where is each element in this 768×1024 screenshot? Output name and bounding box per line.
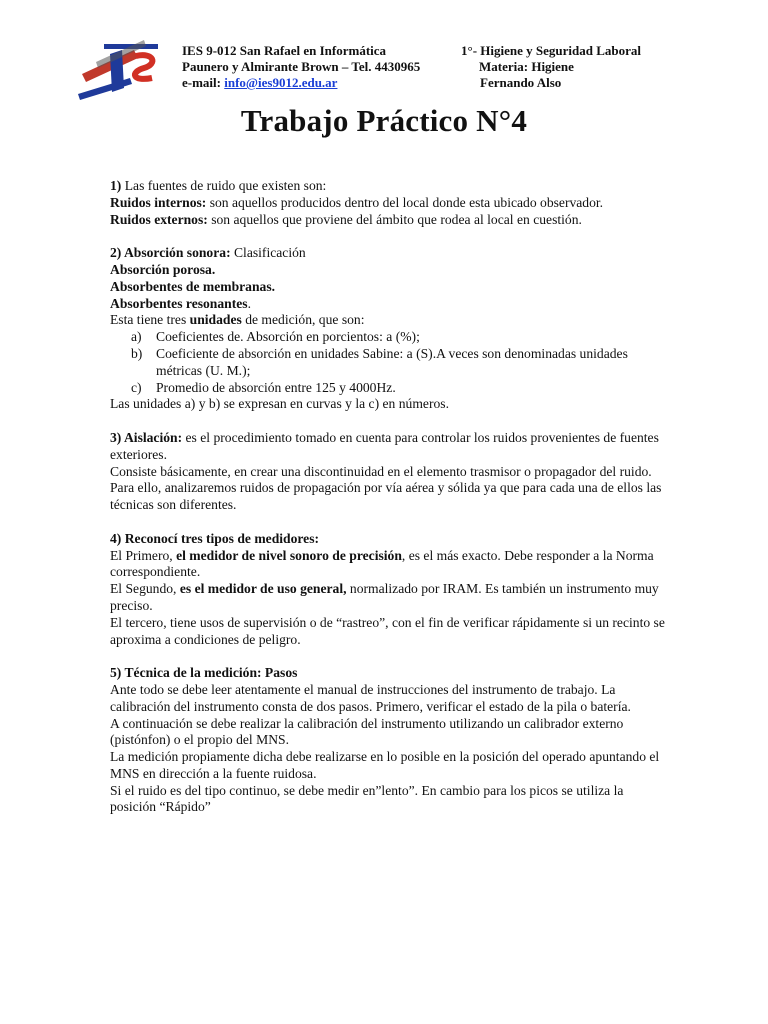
absorption-type-3-text: Absorbentes resonantes (110, 295, 248, 311)
institution-address: Paunero y Almirante Brown – Tel. 4430965 (182, 59, 421, 74)
meter-type-1-pre: El Primero, (110, 547, 177, 563)
meter-type-1-post: , es el más exacto. Debe responder a la Norma correspondiente. (110, 547, 654, 580)
list-item-text: Coeficiente de absorción en unidades Sabine: a (S).A veces son denominadas unidades métricas (U. M.); (156, 345, 628, 378)
section-2-heading (110, 245, 670, 262)
list-item (110, 380, 670, 397)
section-5-paragraph-3: La medición propiamente dicha debe realizarse en lo posible en la posición del operado apuntando el MNS en dirección a la fuente ruidosa. (110, 749, 660, 781)
units-intro (110, 312, 670, 329)
section-2-heading-label: 2) Absorción sonora: (110, 245, 231, 261)
subject-name: Materia: Higiene (479, 59, 574, 74)
meter-type-2 (110, 581, 670, 615)
external-noise-definition (110, 212, 670, 229)
section-5-paragraph-4: Si el ruido es del tipo continuo, se debe medir en”lento”. En cambio para los picos se utiliza la posición “Rápido” (110, 782, 624, 815)
meter-type-1-bold: el medidor de nivel sonoro de precisión (176, 547, 402, 563)
institution-name: IES 9-012 San Rafael en Informática (182, 43, 387, 58)
section-3-text: es el procedimiento tomado en cuenta para controlar los ruidos provenientes de fuentes exteriores. (110, 429, 659, 462)
section-1-intro (110, 178, 670, 195)
units-intro-bold: unidades (189, 312, 242, 328)
units-closing: Las unidades a) y b) se expresan en curvas y la c) en números. (110, 396, 449, 412)
section-5-heading (110, 665, 670, 682)
meter-type-2-post: normalizado por IRAM. Es también un instrumento muy preciso. (110, 581, 659, 613)
meter-type-3: El tercero, tiene usos de supervisión o de “rastreo”, con el fin de verificar rápidamente si un recinto se aproxima a condiciones de peligro. (110, 614, 665, 647)
absorption-type-1 (110, 262, 670, 279)
internal-noise-label: Ruidos internos: (110, 194, 207, 210)
absorption-type-2 (110, 279, 670, 296)
units-list (110, 329, 670, 396)
list-item-text: Coeficientes de. Absorción en porcientos: a (%); (156, 329, 420, 345)
meter-type-2-bold: es el medidor de uso general, (179, 581, 347, 597)
section-1 (110, 178, 670, 228)
section-5 (110, 665, 670, 816)
document-body (110, 178, 670, 816)
internal-noise-definition (110, 195, 670, 212)
section-5-paragraph-1: Ante todo se debe leer atentamente el manual de instrucciones del instrumento de trabajo. La calibración del instrumento consta de dos pasos. Primero, verificar el estado de la pila o batería. (110, 681, 631, 714)
header-institution-block (182, 43, 472, 91)
student-name: Fernando Also (480, 75, 562, 90)
institution-logo (74, 38, 164, 100)
section-3-heading: 3) Aislación: (110, 429, 183, 445)
section-2-heading-rest: Clasificación (230, 245, 306, 261)
section-4-heading-text: 4) Reconocí tres tipos de medidores: (110, 530, 320, 546)
email-prefix: e-mail: (182, 75, 225, 90)
email-link[interactable]: info@ies9012.edu.ar (224, 75, 338, 90)
list-item-marker: c) (131, 379, 142, 395)
meter-type-2-pre: El Segundo, (110, 581, 180, 597)
absorption-type-1-text: Absorción porosa. (110, 261, 216, 277)
list-item (110, 329, 670, 346)
section-3-definition (110, 430, 670, 464)
section-1-intro-text: Las fuentes de ruido que existen son: (121, 178, 327, 193)
course-name: 1°- Higiene y Seguridad Laboral (461, 43, 641, 58)
list-item-marker: a) (131, 329, 142, 345)
meter-type-1 (110, 548, 670, 582)
section-2 (110, 245, 670, 413)
absorption-type-2-text: Absorbentes de membranas. (110, 278, 276, 294)
list-item-marker: b) (131, 345, 143, 361)
list-item (110, 346, 670, 380)
section-1-number: 1) (110, 178, 122, 193)
section-5-heading-text: 5) Técnica de la medición: Pasos (110, 665, 298, 681)
section-3 (110, 430, 670, 514)
page-title: Trabajo Práctico N°4 (240, 103, 528, 138)
section-4 (110, 531, 670, 649)
external-noise-text: son aquellos que proviene del ámbito que rodea al local en cuestión. (207, 211, 582, 227)
section-4-heading (110, 531, 670, 548)
absorption-type-3 (110, 296, 670, 313)
section-5-paragraph-2: A continuación se debe realizar la calibración del instrumento utilizando un calibrador externo (pistónfon) o el propio del MNS. (110, 715, 624, 748)
internal-noise-text: son aquellos producidos dentro del local donde esta ubicado observador. (206, 194, 604, 210)
units-intro-post: de medición, que son: (241, 312, 365, 328)
external-noise-label: Ruidos externos: (110, 211, 208, 227)
absorption-type-3-end: . (247, 295, 251, 311)
section-3-paragraph: Consiste básicamente, en crear una discontinuidad en el elemento trasmisor o propagador del ruido. Para ello, analizaremos ruidos de propagación por vía aérea y sólida ya que para cada una de ellos las técnicas son diferentes. (110, 463, 662, 513)
institution-email-line (182, 75, 472, 91)
units-intro-pre: Esta tiene tres (110, 312, 190, 328)
list-item-text: Promedio de absorción entre 125 y 4000Hz. (156, 379, 396, 395)
header-course-block (461, 43, 701, 91)
